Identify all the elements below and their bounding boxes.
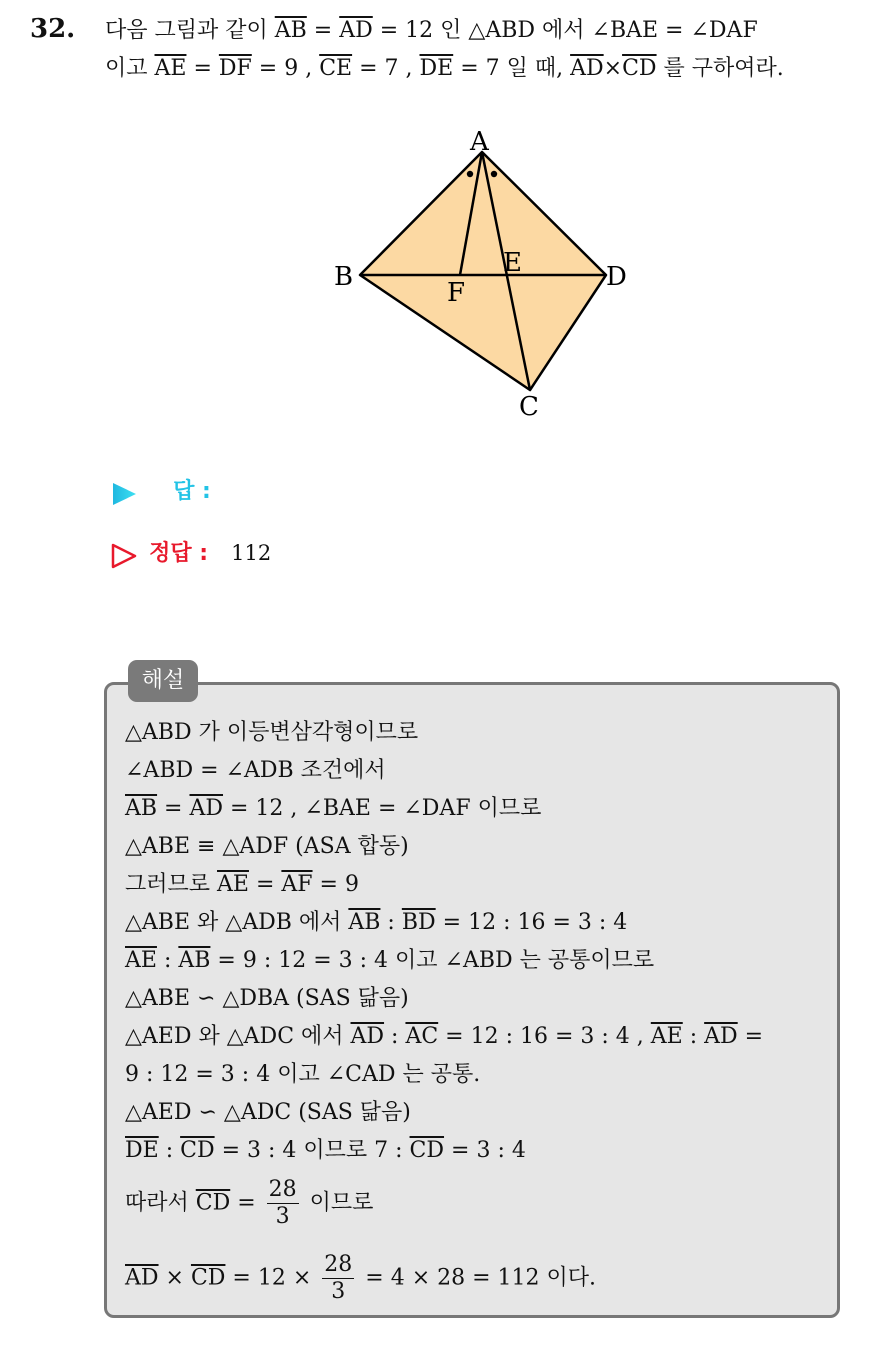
label-a: A [470, 127, 489, 157]
text-run: : [384, 1024, 406, 1049]
text-run: × [158, 1265, 191, 1291]
segment-notation: $\overline{CD}$ [190, 1265, 226, 1291]
segment-notation: $\overline{CE}$ [319, 56, 353, 81]
text-run: 9 : 12 = 3 : 4 이고 ∠CAD 는 공통. [125, 1062, 481, 1087]
answer-label: 답 : [173, 479, 211, 504]
text-run: = 7 , [352, 56, 420, 81]
segment-notation: $\overline{AB}$ [274, 18, 307, 43]
segment-notation: $\overline{BD}$ [401, 910, 436, 935]
filled-triangle-icon [110, 480, 138, 508]
segment-notation: $\overline{AD}$ [125, 1265, 159, 1291]
solution-line-13 [125, 1177, 373, 1230]
text-run: △ABE 와 △ADB 에서 [125, 910, 349, 935]
solution-line-11 [125, 1098, 411, 1128]
solution-line-7 [125, 946, 654, 976]
text-run: = 3 : 4 이므로 7 : [214, 1138, 410, 1163]
segment-notation: $\overline{AE}$ [154, 56, 187, 81]
label-d: D [606, 262, 627, 292]
solution-line-8 [125, 984, 409, 1014]
text-run: = 12 : 16 = 3 : 4 [435, 910, 628, 935]
solution-line-3 [125, 794, 541, 824]
segment-notation: $\overline{AD}$ [704, 1024, 738, 1049]
angle-mark-right [491, 171, 497, 177]
segment-notation: $\overline{CD}$ [622, 56, 657, 81]
text-run: = [157, 796, 190, 821]
segment-notation: $\overline{AE}$ [125, 948, 157, 973]
text-run: 그러므로 [125, 872, 218, 897]
segment-notation: $\overline{DE}$ [419, 56, 454, 81]
segment-notation: $\overline{AC}$ [405, 1024, 439, 1049]
question-text-line-2 [105, 54, 784, 84]
segment-notation: $\overline{AB}$ [125, 796, 158, 821]
solution-line-5 [125, 870, 359, 900]
correct-answer-value: 112 [231, 541, 272, 565]
segment-notation: $\overline{AE}$ [650, 1024, 683, 1049]
segment-notation: $\overline{AF}$ [281, 872, 313, 897]
label-b: B [334, 262, 354, 292]
text-run: = 9 : 12 = 3 : 4 이고 ∠ABD 는 공통이므로 [210, 948, 655, 973]
segment-notation: $\overline{AB}$ [178, 948, 211, 973]
text-run: = 12 : 16 = 3 : 4 , [438, 1024, 651, 1049]
correct-answer-row [110, 536, 271, 570]
text-run: = 3 : 4 [444, 1138, 526, 1163]
segment-notation: $\overline{AD}$ [339, 18, 373, 43]
solution-line-6 [125, 908, 627, 938]
text-run: = [248, 872, 282, 897]
quadrilateral-fill [360, 152, 606, 390]
text-run: = [186, 56, 219, 81]
text-run: △AED 와 △ADC 에서 [125, 1024, 351, 1049]
text-run: : [682, 1024, 705, 1049]
geometry-figure [320, 118, 640, 418]
segment-notation: $\overline{CD}$ [195, 1190, 231, 1216]
solution-line-12 [125, 1136, 526, 1166]
text-run: 다음 그림과 같이 [105, 18, 275, 43]
label-c: C [519, 392, 539, 418]
solution-line-4 [125, 832, 409, 862]
segment-notation: $\overline{AD}$ [570, 56, 604, 81]
text-run: = [306, 18, 340, 43]
text-run: △AED ∽ △ADC (SAS 닮음) [125, 1100, 411, 1125]
text-run: : [156, 948, 179, 973]
fraction: $\frac{28}{3}$ [324, 1252, 353, 1304]
solution-line-9 [125, 1022, 763, 1052]
label-f: F [447, 278, 466, 308]
outline-triangle-icon [110, 542, 138, 570]
question-text-line-1 [105, 16, 758, 46]
text-run: : [380, 910, 402, 935]
text-run: = [737, 1024, 764, 1049]
text-run: △ABE ≡ △ADF (ASA 합동) [125, 834, 409, 859]
solution-title-tab: 해설 [128, 660, 198, 702]
text-run: △ABD 가 이등변삼각형이므로 [125, 720, 419, 745]
text-run: = [230, 1190, 263, 1216]
solution-line-14 [125, 1252, 596, 1305]
fraction: $\frac{28}{3}$ [268, 1177, 297, 1229]
text-run: △ABE ∽ △DBA (SAS 닮음) [125, 986, 409, 1011]
text-run: ∠ABD = ∠ADB 조건에서 [125, 758, 386, 783]
segment-notation: $\overline{CD}$ [409, 1138, 445, 1163]
text-run: = 12 , ∠BAE = ∠DAF 이므로 [223, 796, 542, 821]
solution-line-10 [125, 1060, 480, 1090]
text-run: 따라서 [125, 1190, 196, 1216]
text-run: 이고 [105, 56, 155, 81]
text-run: × [603, 56, 623, 81]
segment-notation: $\overline{DE}$ [125, 1138, 159, 1163]
text-run: = 4 × 28 = 112 이다. [358, 1265, 597, 1291]
correct-answer-label: 정답 : [149, 541, 209, 566]
text-run: = 12 인 △ABD 에서 ∠BAE = ∠DAF [372, 18, 758, 43]
solution-line-1 [125, 718, 418, 748]
text-run: = 7 일 때, [453, 56, 571, 81]
segment-notation: $\overline{AD}$ [350, 1024, 385, 1049]
segment-notation: $\overline{AB}$ [348, 910, 381, 935]
text-run: 이므로 [302, 1190, 374, 1216]
text-run: 를 구하여라. [656, 56, 784, 81]
segment-notation: $\overline{DF}$ [218, 56, 252, 81]
segment-notation: $\overline{AE}$ [217, 872, 249, 897]
text-run: = 9 [312, 872, 359, 897]
text-run: : [158, 1138, 181, 1163]
answer-row [110, 474, 211, 508]
solution-line-2 [125, 756, 386, 786]
text-run: = 9 , [251, 56, 320, 81]
text-run: = 12 × [225, 1265, 319, 1291]
angle-mark-left [467, 171, 473, 177]
segment-notation: $\overline{CD}$ [180, 1138, 215, 1163]
question-number: 32. [30, 14, 76, 44]
segment-notation: $\overline{AD}$ [189, 796, 224, 821]
label-e: E [503, 248, 522, 278]
